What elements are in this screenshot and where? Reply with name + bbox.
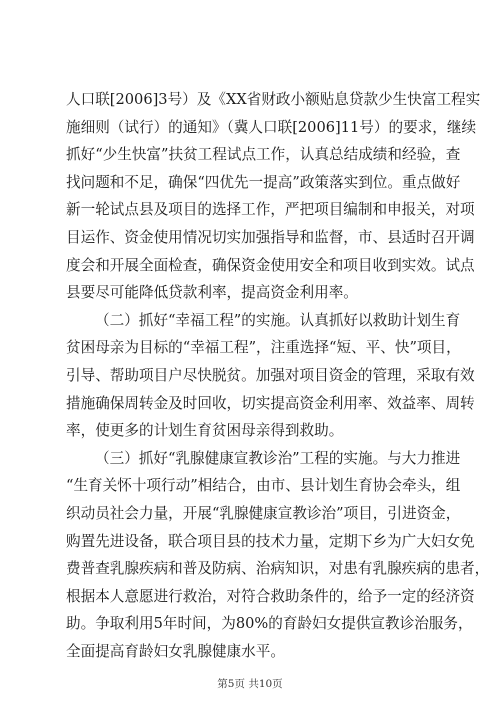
text-line: 引导、帮助项目户尽快脱贫。加强对项目资金的管理，采取有效 (66, 366, 475, 384)
text-line: 贫困母亲为目标的“幸福工程”，注重选择“短、平、快”项目， (66, 339, 461, 357)
text-line: 县要尽可能降低贷款利率，提高资金利用率。 (66, 284, 358, 302)
text-line: 费普查乳腺疾病和普及防病、治病知识，对患有乳腺疾病的患者， (66, 560, 490, 578)
text-line: 新一轮试点县及项目的选择工作，严把项目编制和申报关，对项 (66, 201, 475, 219)
text-line: 全面提高育龄妇女乳腺健康水平。 (66, 642, 285, 660)
text-line: 施细则（试行）的通知》（冀人口联[2006]11号）的要求，继续 (66, 118, 477, 136)
text-line: 抓好“少生快富”扶贫工程试点工作，认真总结成绩和经验，查 (66, 146, 461, 164)
paragraph-3 (66, 445, 490, 666)
text-line: 织动员社会力量，开展“乳腺健康宣教诊治”项目，引进资金， (66, 504, 461, 522)
text-line: “生育关怀十项行动”相结合，由市、县计划生育协会牵头，组 (66, 477, 461, 495)
document-body (66, 86, 490, 665)
page-number: 第5页 共10页 (217, 678, 283, 690)
text-line: 率，使更多的计划生育贫困母亲得到救助。 (66, 422, 344, 440)
text-line: 措施确保周转金及时回收，切实提高资金利用率、效益率、周转 (66, 394, 475, 412)
text-line: 目运作、资金使用情况切实加强指导和监督，市、县适时召开调 (66, 228, 475, 246)
text-line: 助。争取利用5年时间，为80%的育龄妇女提供宣教诊治服务， (66, 615, 473, 633)
paragraph-1 (66, 86, 481, 307)
text-line: 购置先进设备，联合项目县的技术力量，定期下乡为广大妇女免 (66, 532, 475, 550)
text-line: （三）抓好“乳腺健康宣教诊治”工程的实施。与大力推进 (95, 449, 461, 467)
text-line: 根据本人意愿进行救治，对符合救助条件的，给予一定的经济资 (66, 587, 475, 605)
text-line: 人口联[2006]3号）及《XX省财政小额贴息贷款少生快富工程实 (66, 91, 481, 108)
text-line: 找问题和不足，确保“四优先一提高”政策落实到位。重点做好 (66, 173, 461, 191)
paragraph-2 (66, 307, 475, 445)
text-line: 度会和开展全面检查，确保资金使用安全和项目收到实效。试点 (66, 256, 475, 274)
text-line: （二）抓好“幸福工程”的实施。认真抓好以救助计划生育 (95, 311, 461, 329)
